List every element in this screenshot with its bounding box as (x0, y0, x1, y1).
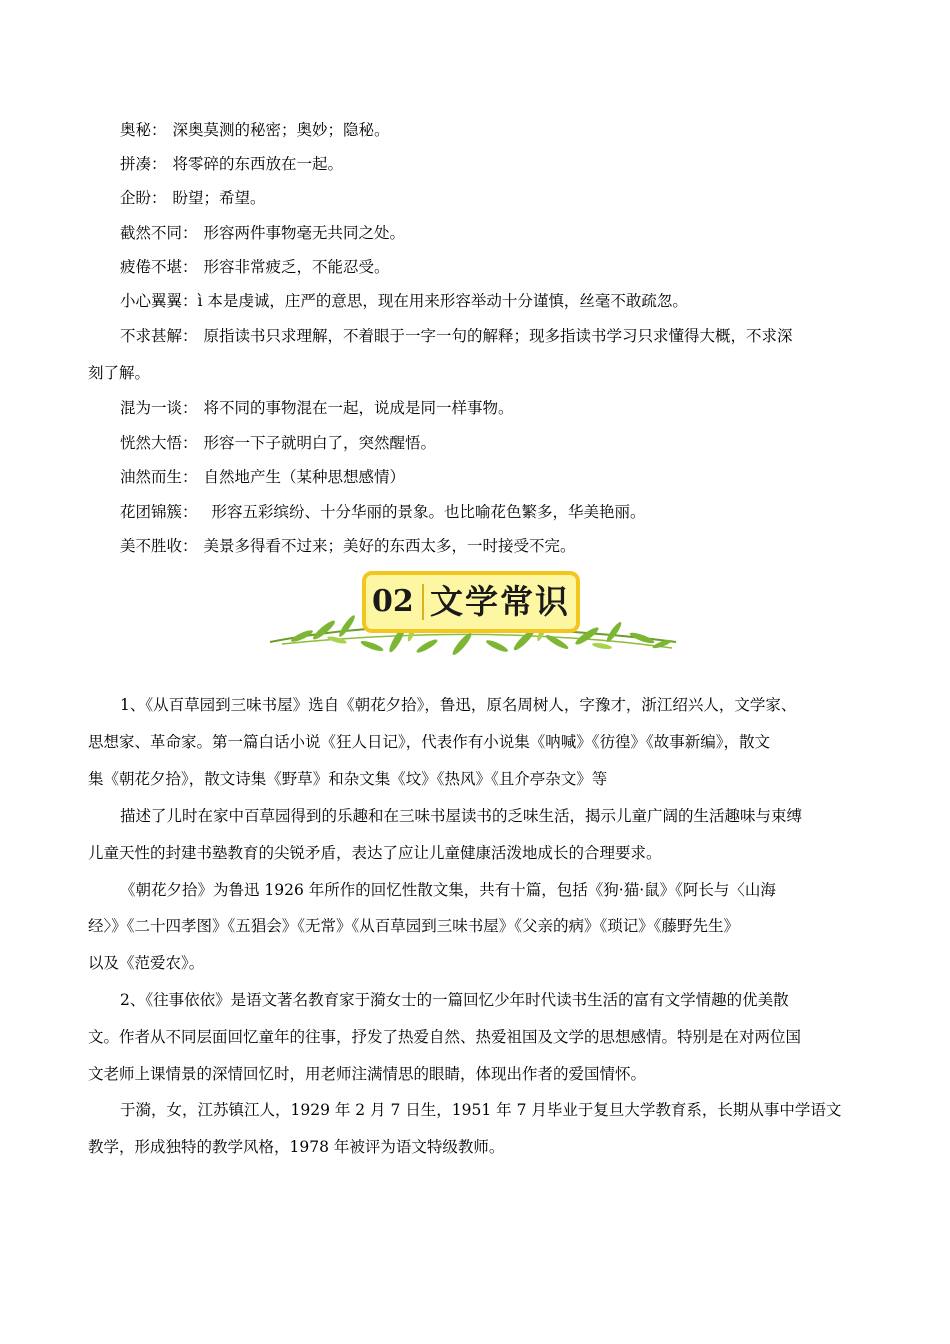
vocab-item-aomi (120, 120, 390, 140)
vocab-item-buqiushenjie (120, 326, 793, 346)
banner-title: 文学常识 (430, 582, 570, 621)
paragraph-5-line-2: 教学，形成独特的教学风格，1978 年被评为语文特级教师。 (88, 1138, 505, 1156)
vocab-definition: 将零碎的东西放在一起。 (172, 155, 344, 173)
vocab-term: 拼凑： (120, 155, 167, 173)
paragraph-2-line-2: 儿童天性的封建书塾教育的尖锐矛盾，表达了应让儿童健康活泼地成长的合理要求。 (88, 844, 662, 862)
vocab-term: 奥秘： (120, 121, 167, 139)
paragraph-4-line-3: 文老师上课情景的深情回忆时，用老师注满情思的眼睛，体现出作者的爱国情怀。 (88, 1065, 647, 1083)
vocab-term: 混为一谈： (120, 399, 198, 417)
vocab-item-xiaoxinyiyi (120, 291, 688, 311)
paragraph-5-line-1: 于漪，女，江苏镇江人，1929 年 2 月 7 日生，1951 年 7 月毕业于复旦大学教育系，长期从事中学语文 (120, 1101, 842, 1119)
vocab-term: 小心翼翼： (120, 292, 198, 310)
vocab-item-qipan (120, 188, 266, 208)
vocab-definition: ì 本是虔诚，庄严的意思，现在用来形容举动十分谨慎，丝毫不敢疏忽。 (197, 292, 688, 310)
vocab-definition: 自然地产生（某种思想感情） (203, 468, 406, 486)
paragraph-1-line-3: 集《朝花夕拾》，散文诗集《野草》和杂文集《坟》《热风》《且介亭杂文》等 (88, 770, 608, 788)
vocab-term: 美不胜收： (120, 537, 198, 555)
vocab-item-pincou (120, 154, 343, 174)
vocab-continuation: 刻了解。 (88, 364, 151, 382)
paragraph-2-line-1: 描述了儿时在家中百草园得到的乐趣和在三味书屋读书的乏味生活，揭示儿童广阔的生活趣味与束缚 (120, 807, 803, 825)
banner-number: 02 (372, 584, 414, 619)
vocab-item-hunweiyitan (120, 398, 514, 418)
paragraph-3-line-3: 以及《范爱农》。 (88, 954, 205, 972)
vocab-item-jieranbutong (120, 223, 405, 243)
vocab-definition: 深奥莫测的秘密；奥妙；隐秘。 (172, 121, 390, 139)
banner-divider (422, 584, 424, 620)
vocab-definition: 将不同的事物混在一起，说成是同一样事物。 (203, 399, 514, 417)
vocab-term: 花团锦簇： (120, 503, 198, 521)
vocab-definition: 形容一下子就明白了，突然醒悟。 (203, 434, 437, 452)
vocab-definition: 形容两件事物毫无共同之处。 (203, 224, 406, 242)
vocab-definition: 美景多得看不过来；美好的东西太多，一时接受不完。 (203, 537, 576, 555)
vocab-item-meibushengshou (120, 536, 576, 556)
vocab-term: 截然不同： (120, 224, 198, 242)
vocab-item-pijuanbukan (120, 257, 390, 277)
paragraph-4-line-1: 2、《往事依依》是语文著名教育家于漪女士的一篇回忆少年时代读书生活的富有文学情趣的优美散 (120, 991, 789, 1009)
section-banner (262, 566, 682, 666)
paragraph-3-line-1: 《朝花夕拾》为鲁迅 1926 年所作的回忆性散文集，共有十篇，包括《狗·猫·鼠》《阿长与〈山海 (120, 881, 776, 899)
vocab-definition: 形容非常疲乏，不能忍受。 (203, 258, 390, 276)
vocab-term: 企盼： (120, 189, 167, 207)
vocab-definition: 形容五彩缤纷、十分华丽的景象。也比喻花色繁多，华美艳丽。 (211, 503, 646, 521)
vocab-term: 不求甚解： (120, 327, 198, 345)
vocab-definition: 原指读书只求理解，不着眼于一字一句的解释；现多指读书学习只求懂得大概，不求深 (203, 327, 793, 345)
paragraph-1-line-2: 思想家、革命家。第一篇白话小说《狂人日记》，代表作有小说集《呐喊》《彷徨》《故事新编》，散文 (88, 733, 771, 751)
vocab-term: 恍然大悟： (120, 434, 198, 452)
vocab-item-youranersheng (120, 467, 405, 487)
vocab-item-huangrandawu (120, 433, 436, 453)
paragraph-1-line-1: 1、《从百草园到三味书屋》选自《朝花夕拾》，鲁迅，原名周树人，字豫才，浙江绍兴人，文学家、 (120, 696, 797, 714)
paragraph-4-line-2: 文。作者从不同层面回忆童年的往事，抒发了热爱自然、热爱祖国及文学的思想感情。特别是在对两位国 (88, 1028, 802, 1046)
vocab-item-huatuanjincu (120, 502, 646, 522)
vocab-term: 油然而生： (120, 468, 198, 486)
paragraph-3-line-2: 经〉》《二十四孝图》《五猖会》《无常》《从百草园到三味书屋》《父亲的病》《琐记》《藤野先生》 (88, 917, 740, 935)
vocab-definition: 盼望；希望。 (172, 189, 266, 207)
vocab-term: 疲倦不堪： (120, 258, 198, 276)
